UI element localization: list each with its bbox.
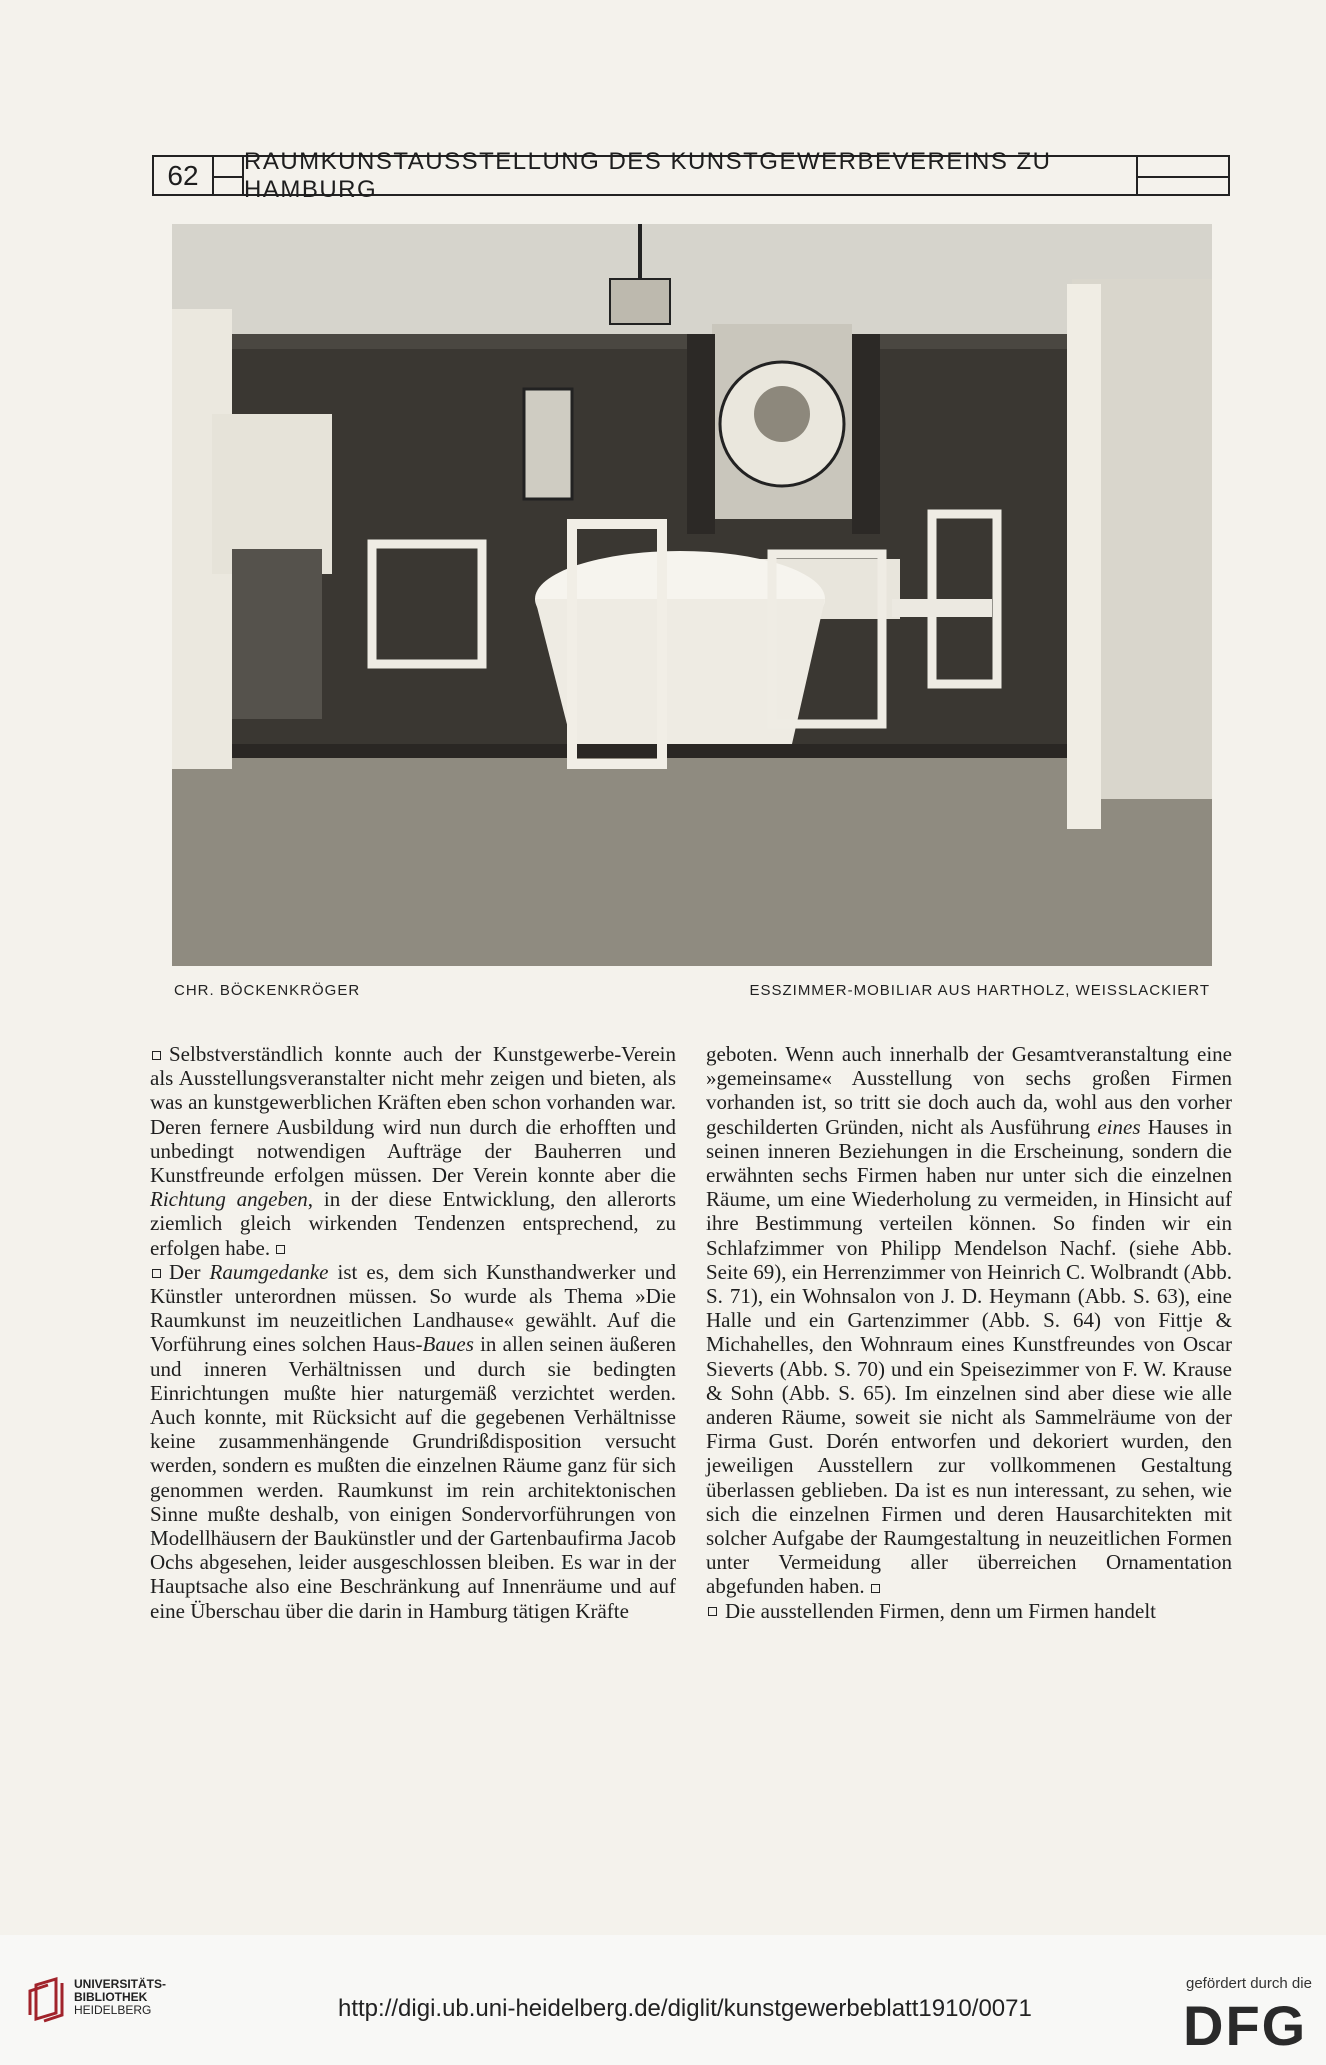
header-rule-left — [214, 157, 244, 194]
figure-caption-author: CHR. BÖCKENKRÖGER — [174, 982, 361, 999]
paragraph-mark-icon — [708, 1607, 717, 1616]
paragraph: Der Raumgedanke ist es, dem sich Kunsthandwerker und Künstler unterordnen müssen. So wurde als Thema »Die Raumkunst im neuzeitlichen Landhause« gewählt. Auf die Vorführung eines solchen Haus-Baues in allen seinen äußeren und inneren Verhältnissen und durch sie bedingten Einrichtungen mußte hier naturgemäß verzichtet werden. Auch konnte, mit Rücksicht auf die gegebenen Verhältnisse keine zusammenhängende Grundrißdisposition versucht werden, sondern es mußten die einzelnen Räume ganz für sich genommen werden. Raumkunst im rein architektonischen Sinne mußte deshalb, von einigen Sondervorführungen von Modellhäusern der Baukünstler und der Gartenbaufirma Jacob Ochs abgesehen, leider ausgeschlossen bleiben. Es war in der Hauptsache also eine Beschränkung auf Innenräume und auf eine Überschau über die darin in Hamburg tätigen Kräfte — [150, 1259, 676, 1623]
paragraph-mark-icon — [152, 1051, 161, 1060]
paragraph-end-mark-icon — [871, 1584, 880, 1593]
library-name: UNIVERSITÄTS- BIBLIOTHEK HEIDELBERG — [74, 1977, 167, 2017]
paragraph: geboten. Wenn auch innerhalb der Gesamtveranstaltung eine »gemeinsame« Ausstellung von sechs großen Firmen vorhanden ist, so tritt sie doch auch da, wohl aus den vorher geschilderten Gründen, nicht als Ausführung eines Hauses in seinen inneren Beziehungen in die Erscheinung, sondern die erwähnten sechs Firmen haben nur unter sich die einzelnen Räume, um eine Wiederholung zu vermeiden, in Hinsicht auf ihre Bestimmung verteilen können. So finden wir ein Schlafzimmer von Philipp Mendelson Nachf. (siehe Abb. Seite 69), ein Herrenzimmer von Heinrich C. Wolbrandt (Abb. S. 71), ein Wohnsalon von J. D. Heymann (Abb. S. 63), eine Halle und ein Gartenzimmer (Abb. S. 64) von Fittje & Michahelles, den Wohnraum eines Kunstfreundes von Oscar Sieverts (Abb. S. 70) und ein Speisezimmer von F. W. Krause & Sohn (Abb. S. 65). Im einzelnen sind aber diese wie alle anderen Räume, soweit sie nicht als Sammelräume von der Firma Gust. Dorén entworfen und dekoriert wurden, den jeweiligen Ausstellern zur vollkommenen Gestaltung überlassen geblieben. Da ist es nun interessant, zu sehen, wie sich die einzelnen Firmen und deren Hausarchitekten mit solcher Aufgabe der Raumgestaltung in neuzeitlichen Formen unter Vermeidung aller überreichen Ornamentation abgefunden haben. — [706, 1042, 1232, 1599]
header-rule-right — [1138, 157, 1228, 194]
paragraph: Die ausstellenden Firmen, denn um Firmen handelt — [706, 1599, 1232, 1623]
paragraph: Selbstverständlich konnte auch der Kunstgewerbe-Verein als Ausstellungsveranstalter nicht mehr zeigen und bieten, als was an kunstgewerblichen Kräften eben schon vorhanden war. Deren fernere Ausbildung wird nun durch die erhofften und unbedingt notwendigen Aufträge der Bauherren und Kunstfreunde erfolgen müssen. Der Verein konnte aber die Richtung angeben, in der diese Entwicklung, den allerorts ziemlich gleich wirkenden Tendenzen entsprechend, zu erfolgen habe. — [150, 1042, 676, 1260]
running-header — [152, 147, 1230, 203]
paragraph-end-mark-icon — [276, 1245, 285, 1254]
figure-caption-title: ESSZIMMER-MOBILIAR AUS HARTHOLZ, WEISSLACKIERT — [749, 982, 1210, 999]
left-text-column — [150, 1042, 676, 1623]
header-title: RAUMKUNSTAUSSTELLUNG DES KUNSTGEWERBEVEREINS ZU HAMBURG — [244, 157, 1138, 194]
dfg-logo: DFG — [1183, 1994, 1308, 2057]
dining-room-photograph — [172, 224, 1212, 966]
right-text-column — [706, 1042, 1232, 1623]
page-number: 62 — [154, 157, 214, 194]
library-logo-icon — [28, 1975, 68, 2023]
source-url-link[interactable]: http://digi.ub.uni-heidelberg.de/diglit/kunstgewerbeblatt1910/0071 — [338, 1995, 1032, 2022]
paragraph-mark-icon — [152, 1269, 161, 1278]
photo-illustration — [172, 224, 1212, 966]
funding-note: gefördert durch die — [1186, 1975, 1312, 1992]
